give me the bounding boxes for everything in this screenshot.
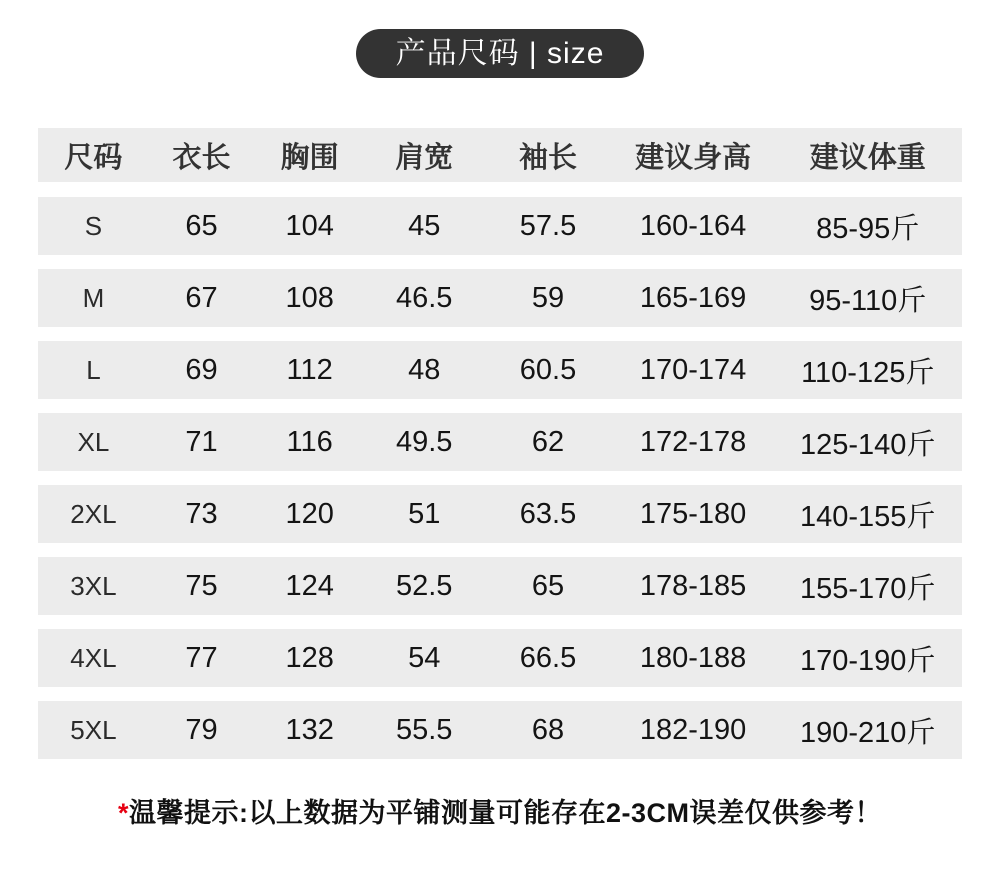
cell-weight: 170-190斤 <box>799 644 936 677</box>
cell-weight: 95-110斤 <box>809 284 927 317</box>
table-row-4xl <box>38 629 962 687</box>
cell-height: 178-185 <box>639 569 747 602</box>
cell-height: 165-169 <box>639 281 747 314</box>
cell-height: 160-164 <box>639 209 747 242</box>
cell-chest: 104 <box>285 209 334 242</box>
cell-length: 75 <box>185 569 218 602</box>
cell-size: L <box>86 354 101 385</box>
column-header-size: 尺码 <box>64 141 123 174</box>
footer-note-label: 温馨提示: <box>129 798 249 828</box>
table-row-s <box>38 197 962 255</box>
cell-height: 182-190 <box>639 713 747 746</box>
cell-sleeve: 65 <box>531 569 565 602</box>
cell-height: 172-178 <box>639 425 747 458</box>
table-row-3xl <box>38 557 962 615</box>
cell-shoulder: 46.5 <box>395 281 453 314</box>
cell-weight: 85-95斤 <box>816 212 920 245</box>
cell-sleeve: 62 <box>531 425 565 458</box>
cell-length: 77 <box>185 641 218 674</box>
title-badge <box>356 29 645 78</box>
cell-height: 170-174 <box>639 353 747 386</box>
cell-sleeve: 68 <box>531 713 565 746</box>
cell-chest: 124 <box>285 569 334 602</box>
table-row-m <box>38 269 962 327</box>
column-header-height: 建议身高 <box>635 141 752 174</box>
cell-chest: 112 <box>286 353 333 386</box>
cell-sleeve: 57.5 <box>519 209 577 242</box>
column-header-chest: 胸围 <box>280 141 339 174</box>
page-title: 产品尺码 | size <box>395 37 605 70</box>
cell-chest: 120 <box>285 497 334 530</box>
cell-shoulder: 51 <box>408 497 441 530</box>
cell-weight: 155-170斤 <box>799 572 936 605</box>
cell-size: XL <box>77 426 110 457</box>
column-header-sleeve: 袖长 <box>519 141 578 174</box>
cell-chest: 128 <box>285 641 334 674</box>
cell-shoulder: 48 <box>408 353 441 386</box>
cell-shoulder: 45 <box>408 209 441 242</box>
table-row-l <box>38 341 962 399</box>
table-row-2xl <box>38 485 962 543</box>
cell-size: 4XL <box>70 642 117 673</box>
cell-sleeve: 63.5 <box>519 497 577 530</box>
cell-length: 69 <box>185 353 218 386</box>
cell-length: 67 <box>185 281 218 314</box>
table-row-xl <box>38 413 962 471</box>
cell-length: 73 <box>185 497 218 530</box>
cell-size: S <box>84 210 103 241</box>
column-header-weight: 建议体重 <box>809 141 926 174</box>
table-row-5xl <box>38 701 962 759</box>
cell-shoulder: 55.5 <box>395 713 453 746</box>
cell-chest: 116 <box>286 425 333 458</box>
cell-height: 180-188 <box>639 641 747 674</box>
cell-sleeve: 60.5 <box>519 353 577 386</box>
cell-height: 175-180 <box>639 497 747 530</box>
cell-chest: 132 <box>285 713 334 746</box>
column-header-shoulder: 肩宽 <box>395 141 454 174</box>
cell-weight: 140-155斤 <box>799 500 936 533</box>
cell-size: 5XL <box>70 714 117 745</box>
column-header-length: 衣长 <box>172 141 231 174</box>
cell-weight: 190-210斤 <box>799 716 936 749</box>
cell-size: 3XL <box>70 570 117 601</box>
footer-note <box>0 791 1000 830</box>
footer-note-text: 以上数据为平铺测量可能存在2-3CM误差仅供参考！ <box>248 798 883 828</box>
cell-shoulder: 52.5 <box>395 569 453 602</box>
cell-size: 2XL <box>70 498 117 529</box>
cell-weight: 110-125斤 <box>801 356 935 389</box>
cell-size: M <box>82 282 105 313</box>
cell-weight: 125-140斤 <box>799 428 936 461</box>
cell-length: 79 <box>185 713 218 746</box>
cell-shoulder: 49.5 <box>395 425 453 458</box>
cell-shoulder: 54 <box>408 641 441 674</box>
asterisk-marker: * <box>117 798 129 828</box>
cell-sleeve: 59 <box>531 281 565 314</box>
table-header-row <box>38 128 962 182</box>
cell-sleeve: 66.5 <box>519 641 577 674</box>
size-table <box>38 128 962 759</box>
cell-chest: 108 <box>285 281 334 314</box>
cell-length: 71 <box>185 425 218 458</box>
cell-length: 65 <box>185 209 218 242</box>
